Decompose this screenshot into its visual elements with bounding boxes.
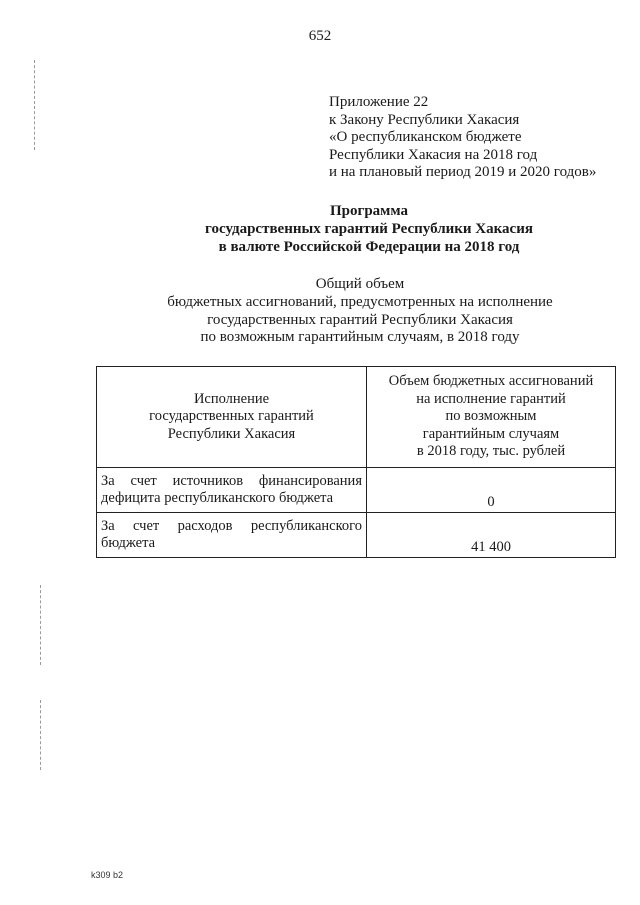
row-label-text: За счет источников финансирования: [101, 472, 362, 489]
header-text: государственных гарантий: [149, 408, 314, 425]
appendix-line: к Закону Республики Хакасия: [329, 111, 520, 128]
row-label-text: бюджета: [101, 535, 156, 551]
page-number: 652: [308, 28, 332, 44]
program-title: [0, 203, 640, 256]
header-allocation-volume: [367, 367, 616, 468]
header-text: гарантийным случаям: [422, 425, 560, 442]
header-text: Объем бюджетных ассигнований: [388, 373, 594, 390]
appendix-line: и на плановый период 2019 и 2020 годов»: [329, 164, 597, 180]
header-text: по возможным: [445, 408, 537, 425]
subtitle-line: Общий объем: [315, 276, 405, 292]
subtitle-line: по возможным гарантийным случаям, в 2018 году: [200, 329, 520, 346]
title-line: Программа: [330, 203, 408, 219]
scan-margin-mark: [34, 60, 36, 150]
row-label: [97, 468, 367, 513]
title-line: в валюте Российской Федерации на 2018 год: [218, 238, 520, 255]
scan-margin-mark: [40, 585, 42, 665]
subtitle-line: бюджетных ассигнований, предусмотренных на исполнение: [167, 293, 553, 310]
document-code: k309 b2: [91, 870, 124, 880]
header-text: в 2018 году, тыс. рублей: [416, 443, 566, 460]
header-text: на исполнение гарантий: [416, 390, 566, 407]
table-row: [97, 468, 616, 513]
appendix-line: Приложение 22: [329, 94, 429, 110]
row-value: 41 400: [367, 513, 616, 558]
header-execution: [97, 367, 367, 468]
allocation-subtitle: [0, 276, 640, 347]
header-text: Республики Хакасия: [167, 425, 296, 442]
table-header-row: [97, 367, 616, 468]
subtitle-line: государственных гарантий Республики Хакасия: [207, 311, 513, 328]
header-text: Исполнение: [193, 390, 270, 407]
guarantees-table: [96, 366, 616, 558]
table-row: [97, 513, 616, 558]
appendix-line: Республики Хакасия на 2018 год: [329, 146, 538, 163]
row-label-text: За счет расходов республиканского: [101, 517, 362, 534]
row-label-text: дефицита республиканского бюджета: [101, 490, 334, 506]
row-value: 0: [367, 468, 616, 513]
scan-margin-mark: [40, 700, 42, 770]
title-line: государственных гарантий Республики Хакасия: [205, 220, 533, 237]
row-label: [97, 513, 367, 558]
appendix-reference: [329, 94, 596, 182]
appendix-line: «О республиканском бюджете: [329, 129, 522, 145]
